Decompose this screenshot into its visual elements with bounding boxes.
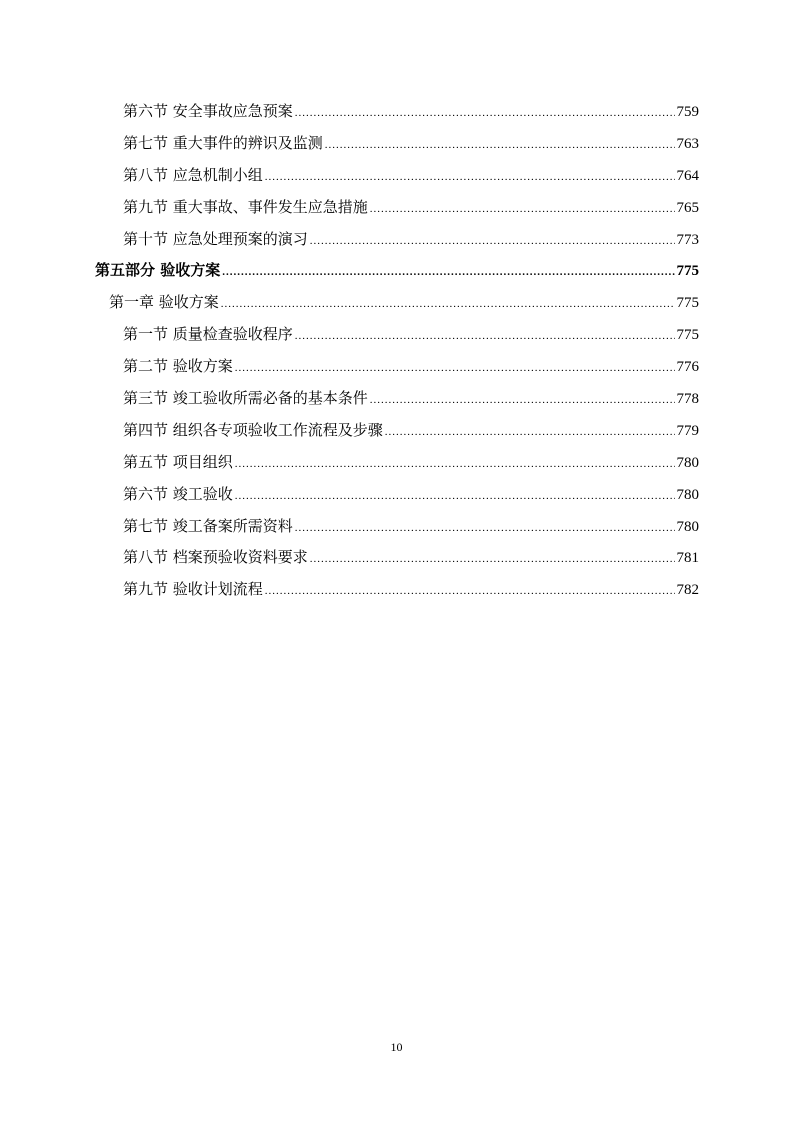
- toc-entry[interactable]: [95, 287, 699, 319]
- toc-entry[interactable]: [95, 224, 699, 256]
- toc-entry[interactable]: [95, 447, 699, 479]
- toc-entry[interactable]: [95, 319, 699, 351]
- toc-entry-label: 第八节 应急机制小组: [123, 165, 263, 184]
- toc-entry-label: 第六节 竣工验收: [123, 484, 233, 503]
- toc-dot-leader: [370, 385, 675, 417]
- toc-entry[interactable]: [95, 192, 699, 224]
- toc-entry-label: 第八节 档案预验收资料要求: [123, 548, 308, 567]
- toc-dot-leader: [325, 130, 675, 162]
- toc-entry[interactable]: [95, 415, 699, 447]
- toc-entry[interactable]: [95, 96, 699, 128]
- toc-entry[interactable]: [95, 574, 699, 606]
- toc-entry[interactable]: [95, 128, 699, 160]
- toc-dot-leader: [235, 449, 675, 481]
- toc-dot-leader: [295, 321, 675, 353]
- toc-entry-page: 781: [676, 550, 699, 567]
- toc-dot-leader: [295, 98, 675, 130]
- toc-entry[interactable]: [95, 542, 699, 574]
- toc-entry-label: 第二节 验收方案: [123, 357, 233, 376]
- toc-entry-page: 780: [676, 518, 699, 535]
- toc-entry-label: 第三节 竣工验收所需必备的基本条件: [123, 389, 368, 408]
- toc-dot-leader: [221, 289, 675, 321]
- toc-entry-label: 第一章 验收方案: [109, 293, 219, 312]
- toc-entry-label: 第五节 项目组织: [123, 452, 233, 471]
- toc-dot-leader: [370, 194, 675, 226]
- page-number: 10: [390, 1040, 403, 1054]
- toc-dot-leader: [385, 417, 675, 449]
- toc-dot-leader: [265, 576, 675, 608]
- toc-entry-page: 780: [676, 454, 699, 471]
- toc-entry-label: 第十节 应急处理预案的演习: [123, 229, 308, 248]
- toc-entry[interactable]: [95, 511, 699, 543]
- toc-entry-label: 第七节 竣工备案所需资料: [123, 516, 293, 535]
- toc-entry[interactable]: [95, 383, 699, 415]
- toc-entry[interactable]: [95, 255, 699, 287]
- toc-dot-leader: [265, 162, 675, 194]
- toc-entry-page: 776: [676, 359, 699, 376]
- toc-entry-page: 759: [676, 104, 699, 120]
- toc-dot-leader: [295, 513, 675, 545]
- toc-dot-leader: [235, 353, 675, 385]
- toc-entry-page: 764: [676, 167, 699, 184]
- toc-entry[interactable]: [95, 479, 699, 511]
- toc-entry-page: 782: [676, 582, 699, 599]
- toc-entry[interactable]: [95, 160, 699, 192]
- toc-entry-page: 780: [676, 486, 699, 503]
- toc-entry-page: 778: [676, 391, 699, 408]
- toc-entry-label: 第七节 重大事件的辨识及监测: [123, 133, 323, 152]
- toc-entry-page: 775: [676, 295, 699, 312]
- toc-dot-leader: [310, 226, 675, 258]
- table-of-contents: [95, 96, 699, 606]
- toc-entry-page: 775: [676, 327, 699, 344]
- toc-dot-leader: [235, 481, 675, 513]
- toc-entry-page: 773: [676, 231, 699, 248]
- toc-dot-leader: [310, 544, 675, 576]
- toc-entry[interactable]: [95, 351, 699, 383]
- toc-entry-page: 765: [676, 199, 699, 216]
- toc-entry-label: 第九节 验收计划流程: [123, 580, 263, 599]
- toc-entry-label: 第四节 组织各专项验收工作流程及步骤: [123, 420, 383, 439]
- toc-entry-page: 779: [676, 422, 699, 439]
- toc-entry-label: 第九节 重大事故、事件发生应急措施: [123, 197, 368, 216]
- toc-entry-label: 第五部分 验收方案: [95, 261, 221, 280]
- toc-entry-label: 第一节 质量检查验收程序: [123, 325, 293, 344]
- toc-entry-label: 第六节 安全事故应急预案: [123, 102, 293, 120]
- toc-entry-page: 763: [676, 135, 699, 152]
- toc-entry-page: 775: [676, 263, 699, 280]
- toc-dot-leader: [222, 257, 674, 289]
